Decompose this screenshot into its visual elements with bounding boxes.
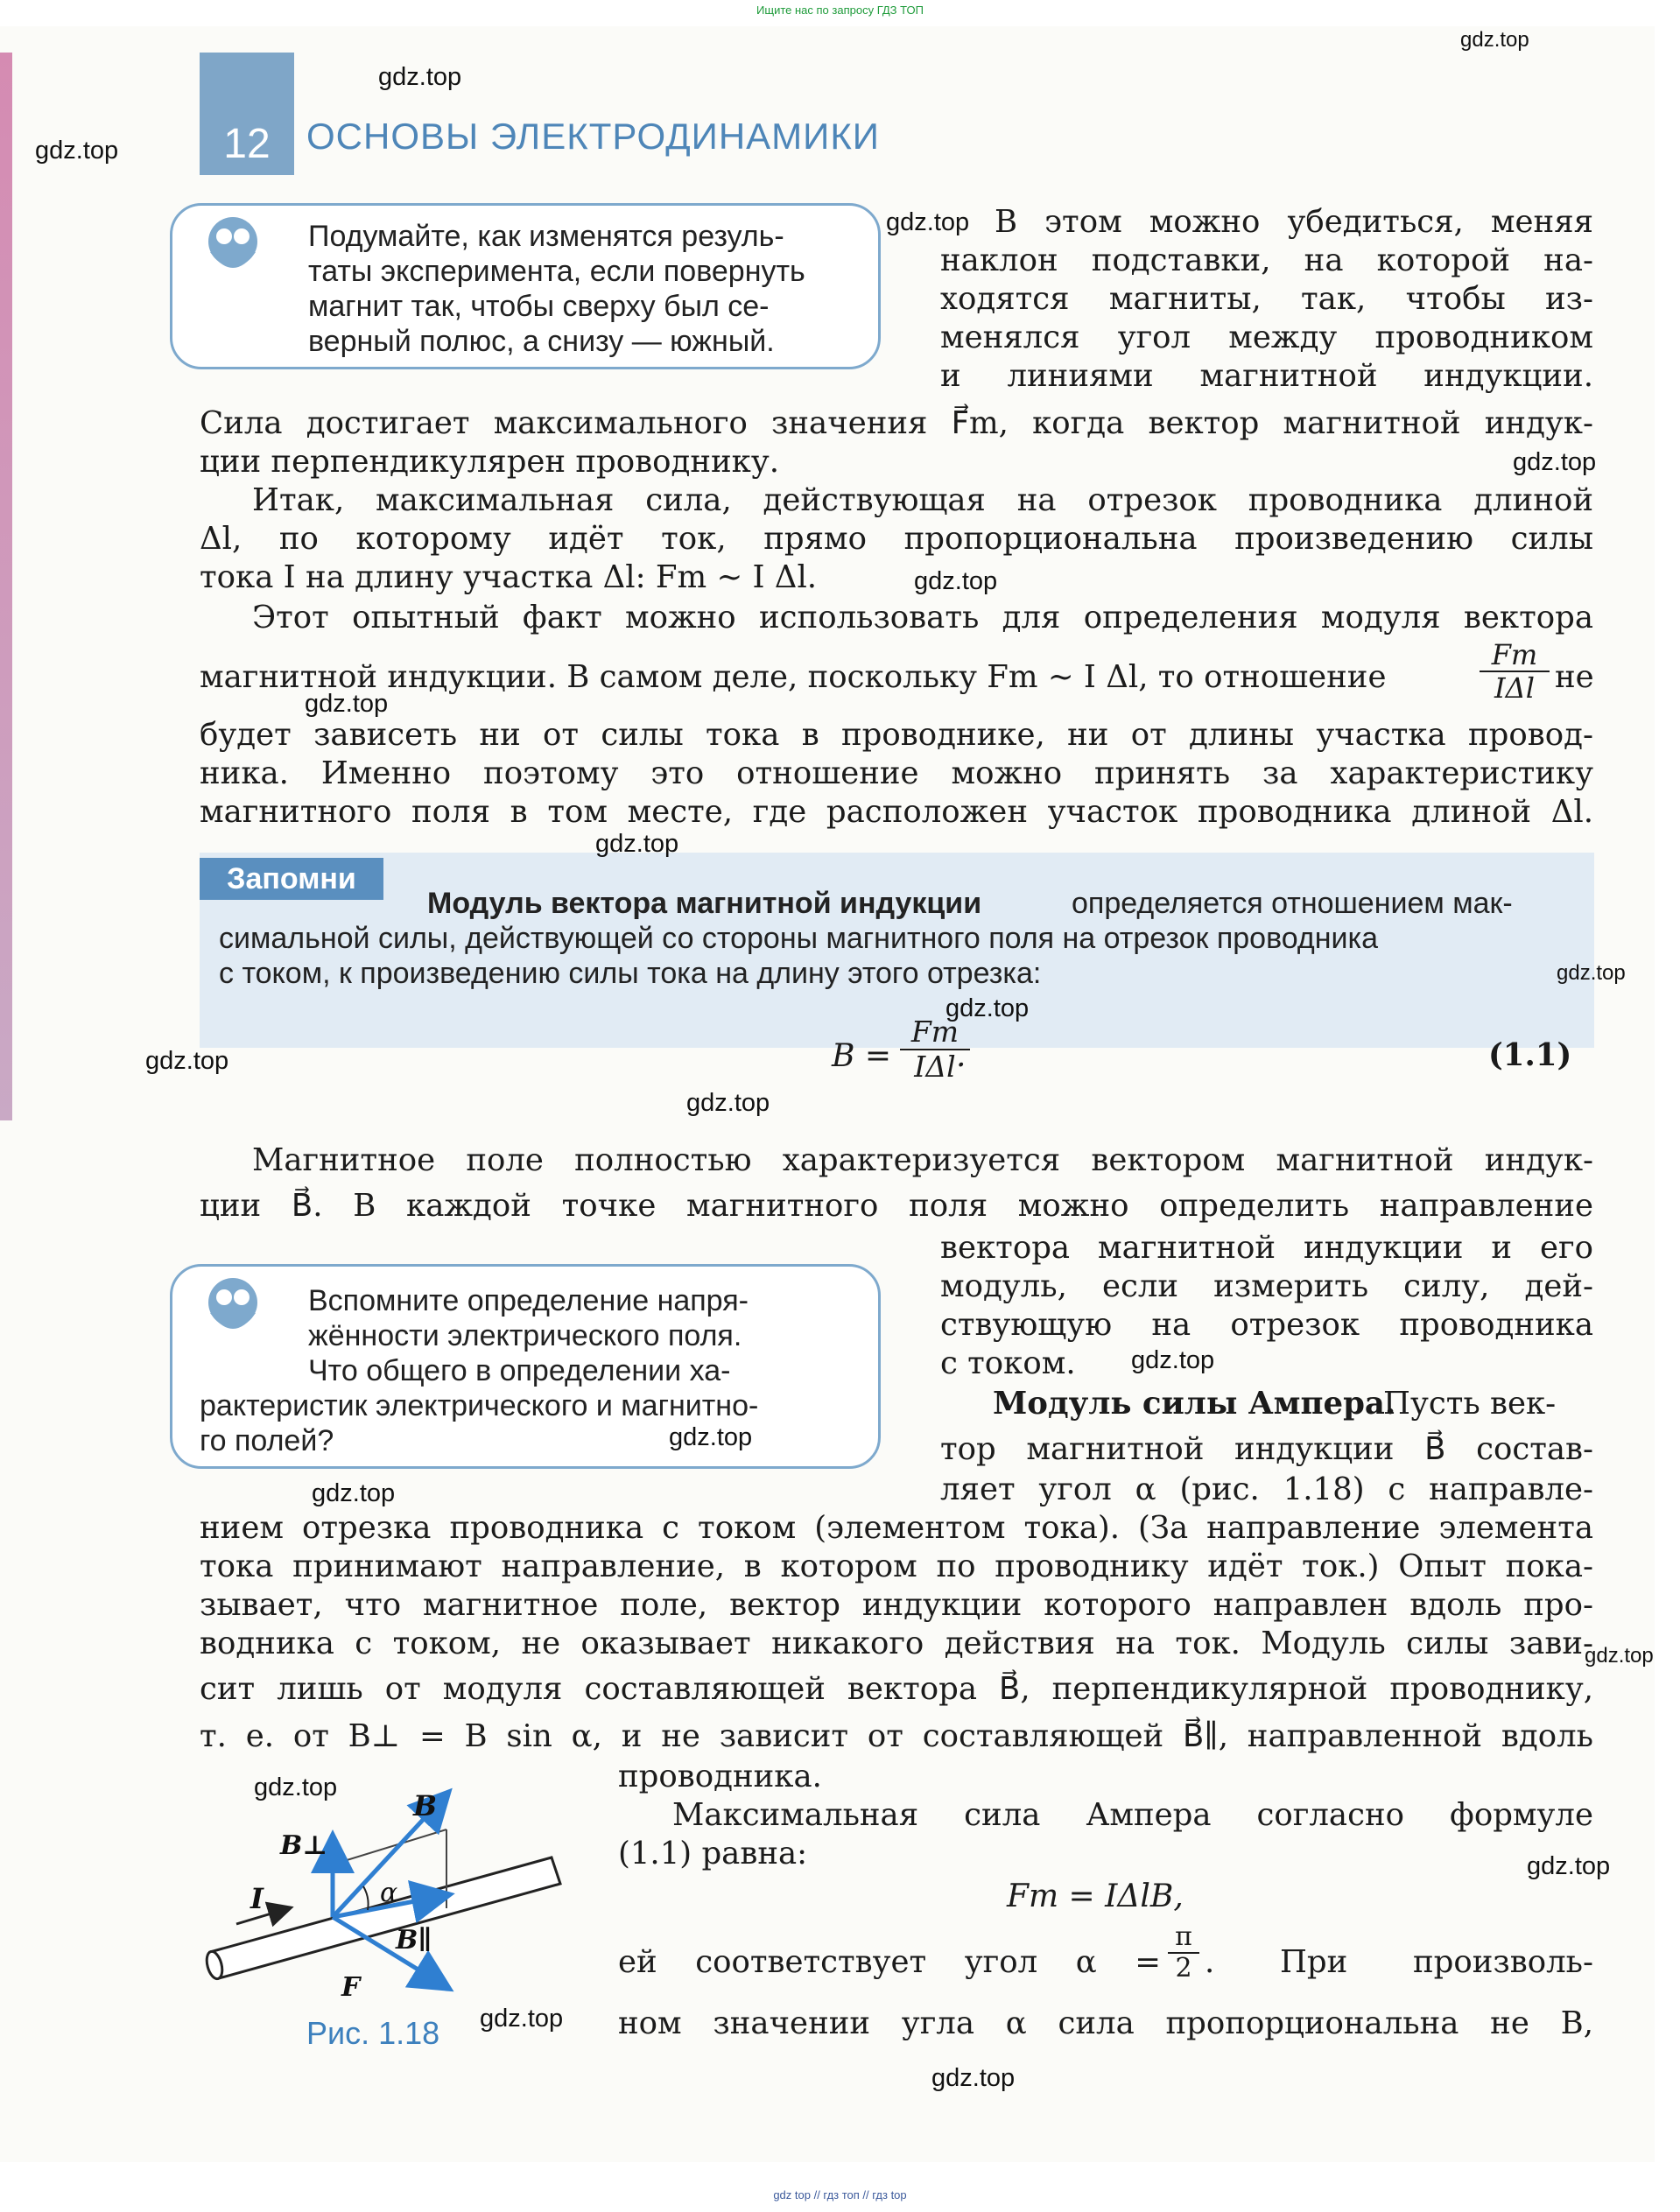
watermark: gdz.top [480,2005,564,2033]
think-box-2-line: Что общего в определении ха- [308,1354,731,1387]
think-box-2-line: го полей? [200,1424,334,1457]
pi-over-2-fraction [1168,1922,1199,1984]
think-box-1-line: таты эксперимента, если повернуть [308,255,805,288]
para-2-line: тока I на длину участка Δl: Fm ~ I Δl. [200,559,818,595]
para-2-line: Итак, максимальная сила, действующая на отрезок проводника длиной [252,482,1593,518]
page-edge-strip [0,53,12,1120]
ampere-line: Пусть век- [1383,1386,1557,1422]
remember-line: определяется отношением мак- [1072,887,1513,920]
right-col-1-line: наклон подставки, на которой на- [940,242,1593,278]
angle-line-end: . При произволь- [1205,1944,1593,1980]
ampere-line: тока принимают направление, в котором по проводнику идёт ток.) Опыт пока- [200,1548,1593,1584]
figure-caption: Рис. 1.18 [306,2015,440,2051]
watermark: gdz.top [1131,1346,1215,1374]
watermark: gdz.top [1585,1644,1654,1668]
right-col-1-line: менялся угол между проводником [940,320,1593,355]
ampere-line: тор магнитной индукции B⃗ состав- [940,1431,1593,1467]
para-3-line: будет зависеть ни от силы тока в проводнике, ни от длины участка провод- [200,717,1593,753]
watermark: gdz.top [1527,1852,1611,1880]
para-4-line: ции B⃗. В каждой точке магнитного поля можно определить направление [200,1188,1593,1224]
para-1-line: Сила достигает максимального значения F⃗m, когда вектор магнитной индук- [200,405,1593,441]
figure-1-18 [193,1777,587,2013]
ratio-denominator: IΔl [1494,671,1535,705]
watermark: gdz.top [378,63,462,91]
label-B-perp: B⊥ [280,1830,328,1861]
label-alpha: α [380,1878,398,1908]
watermark: gdz.top [254,1773,338,1801]
right-col-2-line: вектора магнитной индукции и его [940,1230,1593,1266]
para-1-line: ции перпендикулярен проводнику. [200,444,780,480]
ampere-line: нием отрезка проводника с током (элементом тока). (За направление элемента [200,1510,1593,1546]
think-box-2-line: жённости электрического поля. [308,1319,742,1352]
watermark: gdz.top [886,208,970,236]
ampere-line: сит лишь от модуля составляющей вектора B⃗, перпендикулярной проводнику, [200,1671,1593,1707]
watermark: gdz.top [1460,28,1529,52]
page-number: 12 [223,121,271,167]
para-3-line: магнитной индукции. В самом деле, поскольку Fm ~ I Δl, то отношение [200,659,1387,695]
ampere-line: Максимальная сила Ампера согласно формуле [672,1797,1593,1833]
right-col-1-line: В этом можно убедиться, меняя [995,204,1593,240]
watermark: gdz.top [595,830,679,858]
para-4-line: Магнитное поле полностью характеризуется вектором магнитной индук- [252,1142,1593,1178]
chapter-title: ОСНОВЫ ЭЛЕКТРОДИНАМИКИ [306,116,880,157]
think-box-2-line: Вспомните определение напря- [308,1284,749,1317]
right-col-2-line: с током. [940,1345,1076,1381]
watermark: gdz.top [1513,448,1597,476]
ampere-line: проводника. [618,1759,822,1794]
label-I: I [250,1882,264,1915]
ampere-last-line: ном значении угла α сила пропорциональна не B, [618,2005,1593,2041]
ampere-heading: Модуль силы Ампера. [993,1386,1396,1422]
watermark: gdz.top [945,994,1030,1022]
bottom-note: gdz top // гдз топ // гдз top [773,2188,907,2201]
watermark: gdz.top [669,1423,753,1451]
angle-line-start: ей соответствует угол α = [618,1944,1161,1980]
top-note: Ищите нас по запросу ГДЗ ТОП [756,4,924,17]
label-B: B [413,1789,438,1822]
lightbulb-head-icon [194,214,271,284]
equation-number: (1.1) [1488,1037,1572,1073]
right-col-1-line: и линиями магнитной индукции. [940,358,1593,394]
formula-tail: . [956,1038,967,1074]
para-2-line: Δl, по которому идёт ток, прямо пропорциональна произведению силы [200,521,1593,557]
watermark: gdz.top [312,1479,396,1507]
parallelogram-edge [333,1829,446,1864]
think-box-1-line: магнит так, чтобы сверху был се- [308,290,770,323]
remember-tag: Запомни [200,858,383,900]
watermark: gdz.top [1557,961,1626,985]
right-col-2-line: ствующую на отрезок проводника [940,1307,1593,1343]
watermark: gdz.top [35,137,119,165]
remember-line: симальной силы, действующей со стороны магнитного поля на отрезок проводника [219,922,1379,955]
remember-bold: Модуль вектора магнитной индукции [427,887,982,920]
pi-numerator: π [1168,1922,1199,1954]
ampere-line: водника с током, не оказывает никакого действия на ток. Модуль силы зави- [200,1626,1593,1661]
ratio-numerator: Fm [1480,639,1550,672]
watermark: gdz.top [914,567,998,595]
pi-denominator: 2 [1175,1953,1192,1984]
formula-lhs: B = [832,1038,892,1074]
para-3-line: Этот опытный факт можно использовать для определения модуля вектора [252,600,1593,636]
ratio-fraction [1480,639,1550,704]
think-box-2-line: рактеристик электрического и магнитно- [200,1389,759,1422]
para-3-after-fraction: не [1555,659,1594,695]
para-3-line: магнитного поля в том месте, где расположен участок проводника длиной Δl. [200,794,1593,830]
lightbulb-head-icon [194,1275,271,1345]
ampere-formula: Fm = IΔlB, [1007,1878,1184,1914]
right-col-1-line: ходятся магниты, так, чтобы из- [940,281,1593,317]
para-3-line: ника. Именно поэтому это отношение можно принять за характеристику [200,755,1593,791]
watermark: gdz.top [931,2064,1016,2092]
ampere-line: (1.1) равна: [618,1836,808,1871]
think-box-1-line: Подумайте, как изменятся резуль- [308,220,784,253]
page-number-block [200,53,294,175]
watermark: gdz.top [145,1047,229,1075]
formula-denominator: IΔl [914,1050,956,1084]
watermark: gdz.top [686,1089,770,1117]
ampere-line: ляет угол α (рис. 1.18) с направле- [940,1471,1593,1507]
watermark: gdz.top [305,690,389,718]
angle-arc [363,1886,369,1910]
remember-line: с током, к произведению силы тока на длину этого отрезка: [219,957,1042,990]
right-col-2-line: модуль, если измерить силу, дей- [940,1268,1593,1304]
ampere-line: зывает, что магнитное поле, вектор индукции которого направлен вдоль про- [200,1587,1593,1623]
label-F: F [341,1972,361,2003]
label-B-parallel: B∥ [396,1925,432,1956]
formula-numerator: Fm [900,1015,970,1050]
ampere-line: т. е. от B⊥ = B sin α, и не зависит от составляющей B⃗∥, направленной вдоль [200,1718,1593,1754]
think-box-1-line: верный полюс, а снизу — южный. [308,325,775,358]
